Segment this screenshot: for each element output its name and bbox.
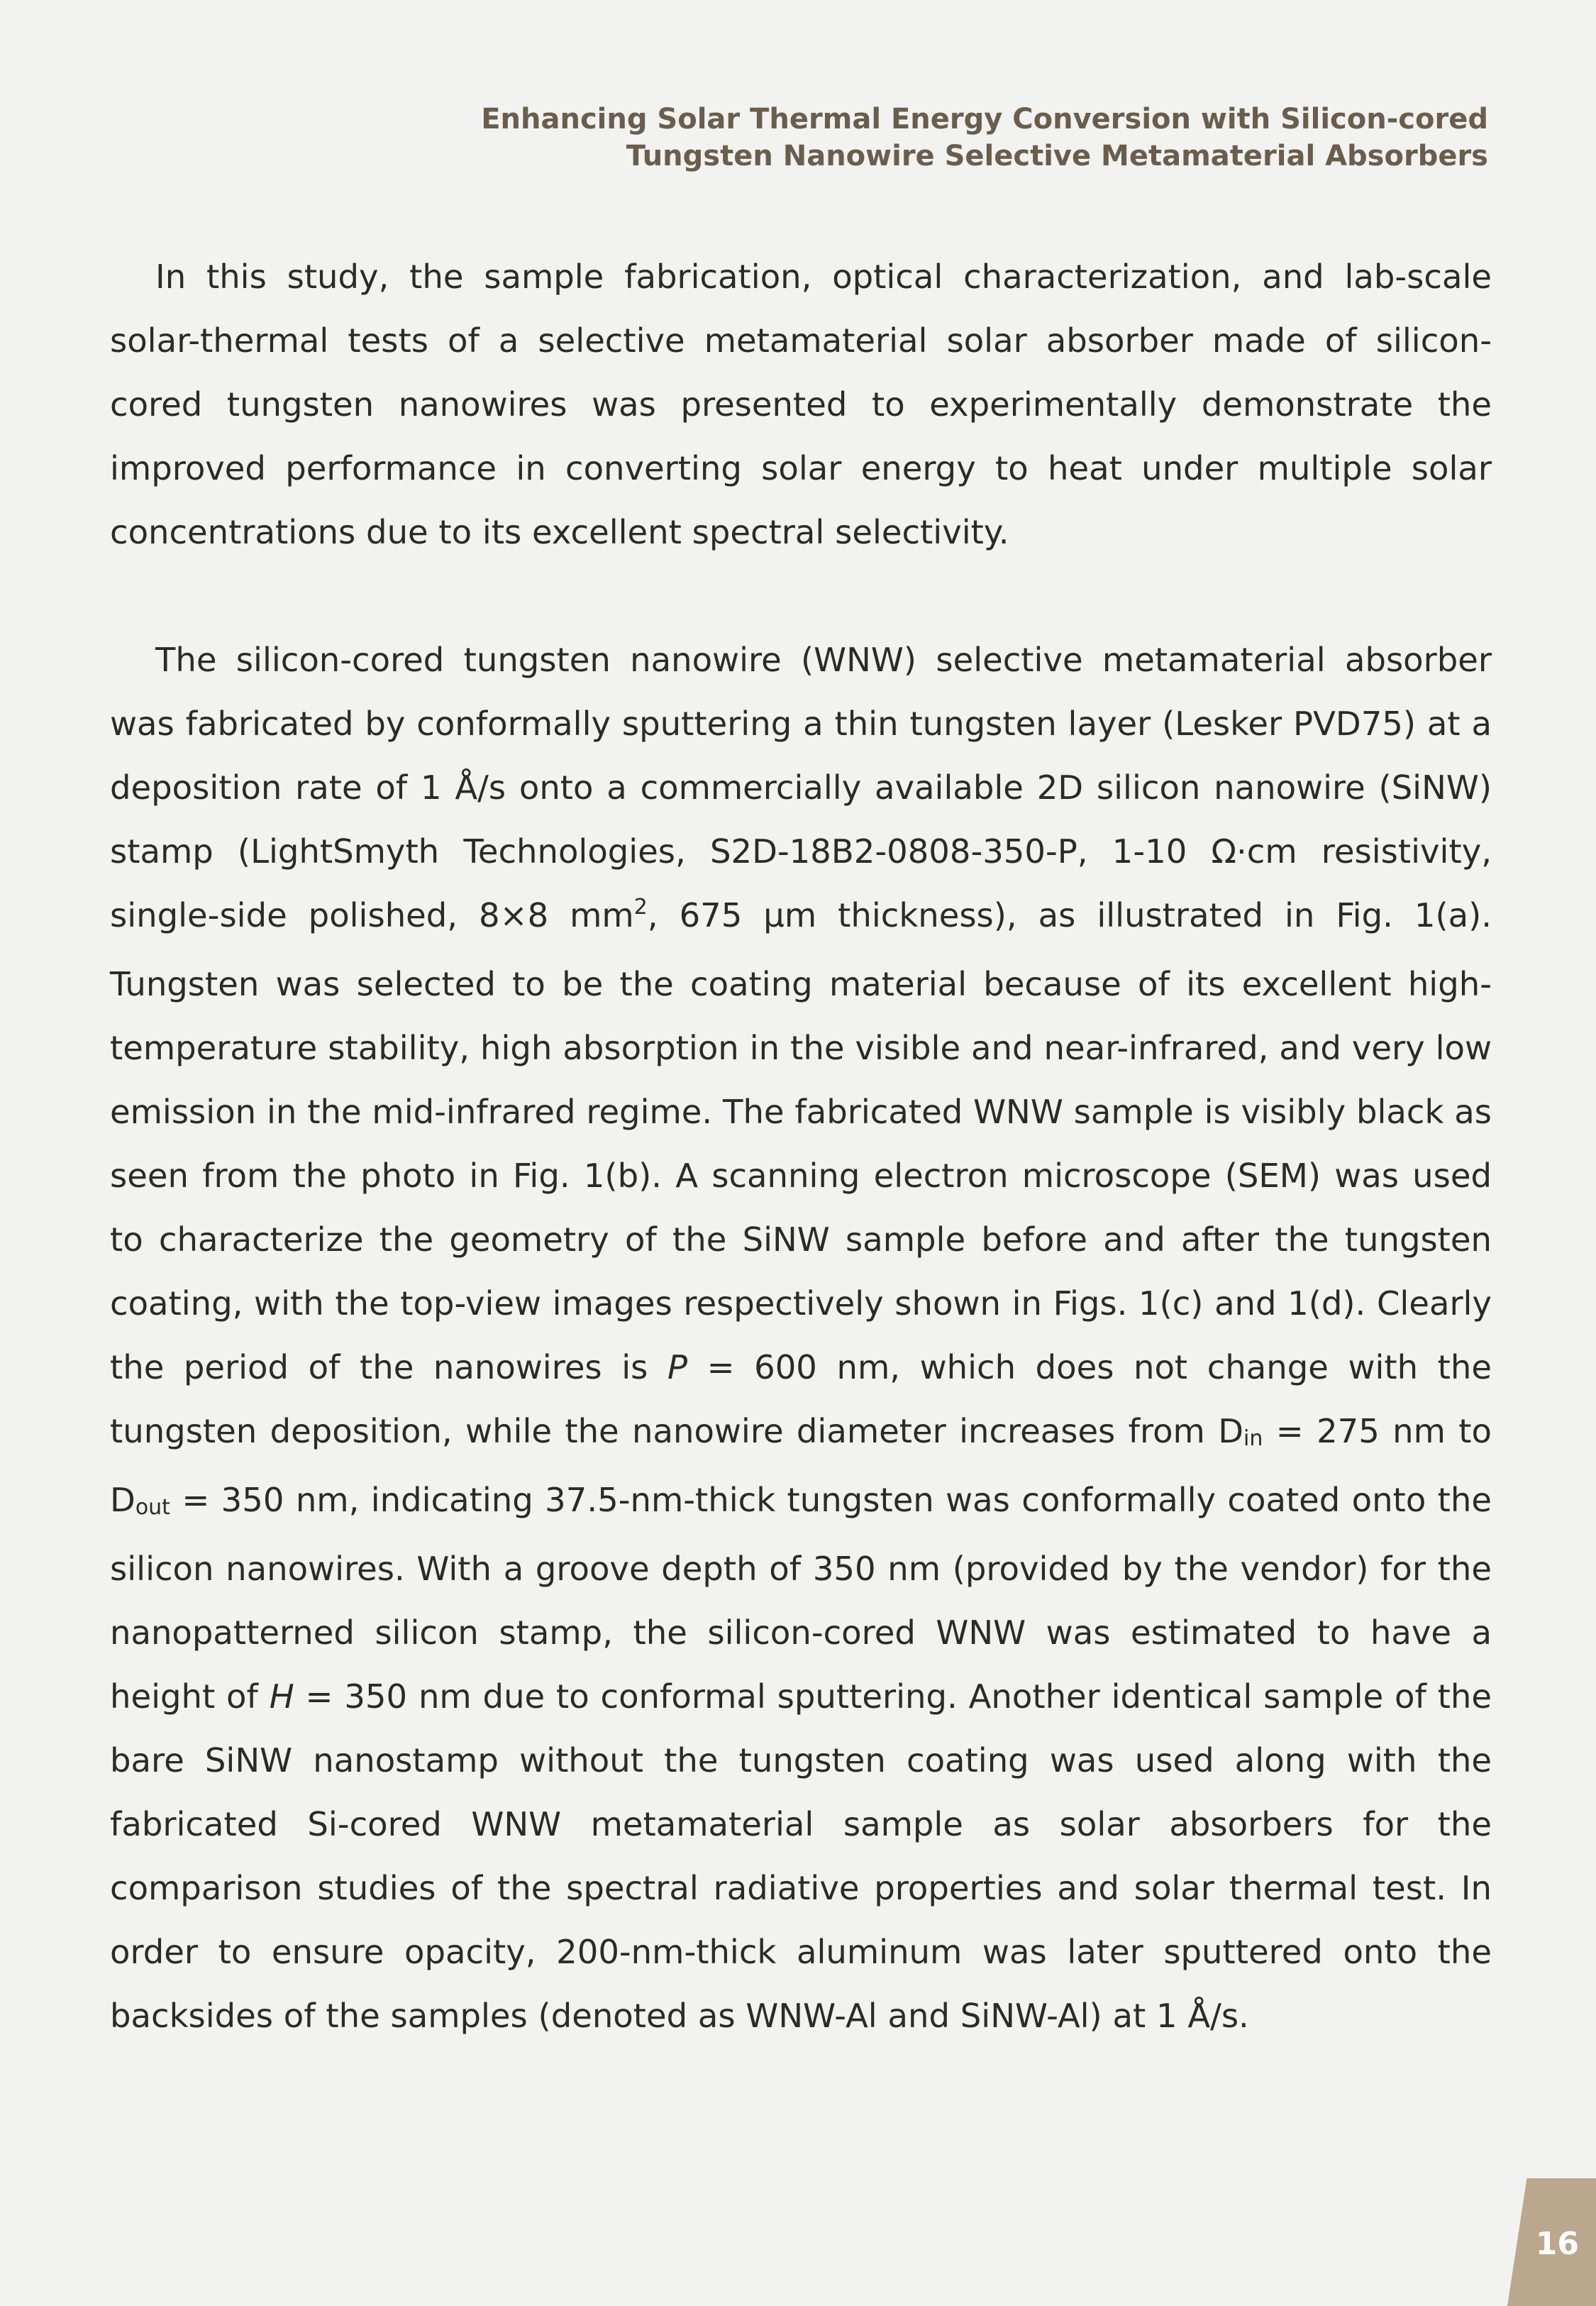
paragraph-1: In this study, the sample fabrication, optical characterization, and lab-scale solar-thermal tests of a selective metamaterial solar absorber made of silicon-cored tungsten nanowires was presented to experimentally demonstrate the improved performance in converting solar energy to heat under multiple solar concentrations due to its excellent spectral selectivity. [110, 258, 1492, 551]
paragraph-2 [110, 628, 1492, 2048]
variable-P: P [667, 1348, 688, 1386]
paragraph-2-text: = 600 nm, which does not change with the tungsten deposition, while the nanowire diameter increases from D [110, 1348, 1492, 1450]
header-title-line-1: Enhancing Solar Thermal Energy Conversion with Silicon-cored [481, 103, 1488, 136]
superscript-2: 2 [633, 895, 648, 920]
variable-H: H [269, 1677, 294, 1716]
body-text [110, 245, 1492, 2048]
paragraph-2-text: = 275 nm to D [110, 1412, 1492, 1519]
paragraph-2-text: = 350 nm due to conformal sputtering. Another identical sample of the bare SiNW nanostamp without the tungsten coating was used along with the fabricated Si-cored WNW metamaterial sample as solar absorbers for the comparison studies of the spectral radiative properties and solar thermal test. In order to ensure opacity, 200-nm-thick aluminum was later sputtered onto the backsides of the samples (denoted as WNW-Al and SiNW-Al) at 1 Å/s. [110, 1677, 1492, 2035]
paragraph-2-text: The silicon-cored tungsten nanowire (WNW) selective metamaterial absorber was fabricated by conformally sputtering a thin tungsten layer (Lesker PVD75) at a deposition rate of 1 Å/s onto a commercially available 2D silicon nanowire (SiNW) stamp (LightSmyth Technologies, S2D-18B2-0808-350-P, 1-10 Ω·cm resistivity, single-side polished, 8×8 mm [110, 641, 1492, 934]
header-title-line-2: Tungsten Nanowire Selective Metamaterial Absorbers [626, 140, 1488, 172]
paragraph-2-text: = 350 nm, indicating 37.5-nm-thick tungsten was conformally coated onto the silicon nanowires. With a groove depth of 350 nm (provided by the vendor) for the nanopatterned silicon stamp, the silicon-cored WNW was estimated to have a height of [110, 1481, 1492, 1716]
subscript-in: in [1243, 1426, 1263, 1451]
subscript-out: out [135, 1495, 170, 1520]
running-header [353, 101, 1488, 175]
paragraph-2-text: , 675 μm thickness), as illustrated in Fig. 1(a). Tungsten was selected to be the coating material because of its excellent high-temperature stability, high absorption in the visible and near-infrared, and very low emission in the mid-infrared regime. The fabricated WNW sample is visibly black as seen from the photo in Fig. 1(b). A scanning electron microscope (SEM) was used to characterize the geometry of the SiNW sample before and after the tungsten coating, with the top-view images respectively shown in Figs. 1(c) and 1(d). Clearly the period of the nanowires is [110, 896, 1492, 1386]
page-number: 16 [1535, 2226, 1579, 2262]
